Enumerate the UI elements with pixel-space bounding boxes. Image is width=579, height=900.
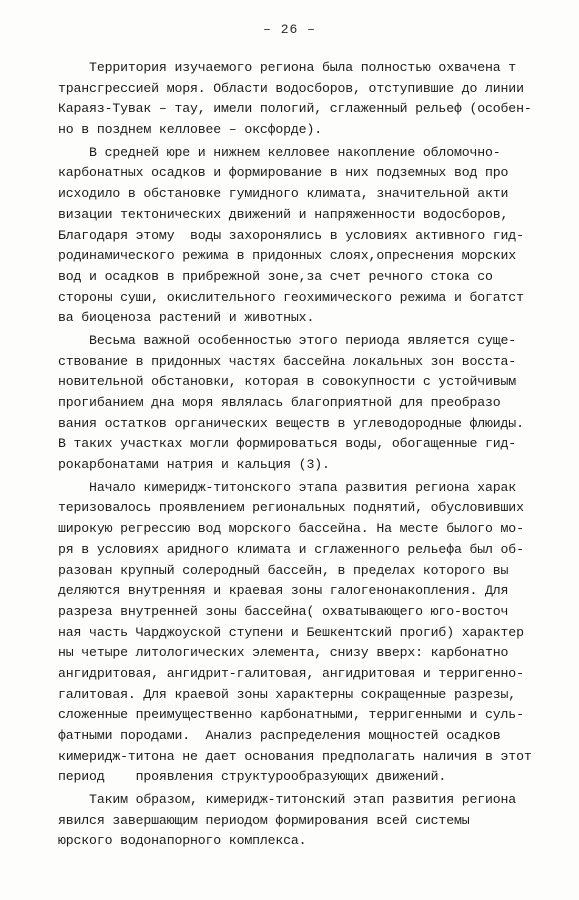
text-line: трансгрессией моря. Области водосборов, отступившие до линии: [58, 80, 524, 96]
text-line: В средней юре и нижнем келловее накопление обломочно-: [58, 144, 501, 160]
text-line: карбонатных осадков и формирование в них подземных вод про: [58, 165, 509, 181]
text-line: Начало кимеридж-титонского этапа развития региона харак: [58, 479, 517, 495]
text-line: но в позднем келловее – оксфорде).: [58, 122, 322, 138]
text-line: сложенные преимущественно карбонатными, терригенными и суль-: [58, 707, 524, 723]
text-line: рокарбонатами натрия и кальция (3).: [58, 457, 330, 473]
text-line: Караяз-Тувак – тау, имели пологий, сглаженный рельеф (особен-: [58, 101, 532, 117]
text-line: вания остатков органических веществ в углеводородные флюиды.: [58, 415, 524, 431]
text-line: родинамического режима в придонных слоях,опреснения морских: [58, 248, 517, 264]
text-line: вод и осадков в прибрежной зоне,за счет речного стока со: [58, 268, 493, 284]
text-line: исходило в обстановке гумидного климата, значительной акти: [58, 186, 509, 202]
text-line: юрского водонапорного комплекса.: [58, 833, 307, 849]
text-line: прогибанием дна моря являлась благоприятной для преобразо: [58, 395, 501, 410]
text-line: ря в условиях аридного климата и сглаженного рельефа был об-: [58, 541, 524, 557]
text-line: кимеридж-титона не дает основания предполагать наличия в этот: [58, 748, 532, 764]
paragraph: [58, 143, 558, 329]
text-line: деляются внутренняя и краевая зоны галогенонакопления. Для: [58, 583, 509, 599]
text-line: Таким образом, кимеридж-титонский этап развития региона: [58, 792, 517, 808]
text-line: ная часть Чарджоуской ступени и Бешкентский прогиб) характер: [58, 624, 524, 640]
text-line: Благодаря этому воды захоронялись в условиях активного гид-: [58, 227, 524, 243]
text-line: широкую регрессию вод морского бассейна. На месте былого мо-: [58, 521, 524, 537]
paragraph: [58, 478, 558, 788]
text-line: ны четыре литологических элемента, снизу вверх: карбонатно: [58, 645, 509, 661]
text-line: теризовалось проявлением региональных поднятий, обусловивших: [58, 500, 524, 516]
text-line: ангидритовая, ангидрит-галитовая, ангидритовая и терригенно-: [58, 665, 524, 681]
text-line: фатными породами. Анализ распределения мощностей осадков: [58, 728, 501, 743]
text-line: явился завершающим периодом формирования всей системы: [58, 812, 470, 828]
paragraph: [58, 790, 558, 852]
paragraph: [58, 331, 558, 476]
text-line: стороны суши, окислительного геохимического режима и богатст: [58, 289, 524, 305]
text-line: разован крупный солеродный бассейн, в пределах которого вы: [58, 562, 509, 578]
body-text: [58, 58, 558, 854]
text-line: Территория изучаемого региона была полностью охвачена т: [58, 60, 517, 75]
text-line: визации тектонических движений и напряженности водосборов,: [58, 206, 509, 222]
text-line: ствование в придонных частях бассейна локальных зон восста-: [58, 353, 517, 369]
text-line: новительной обстановки, которая в совокупности с устойчивым: [58, 374, 517, 390]
text-line: В таких участках могли формироваться воды, обогащенные гид-: [58, 436, 517, 452]
paragraph: [58, 58, 558, 141]
page-number: – 26 –: [263, 22, 316, 37]
text-line: период проявления структурообразующих движений.: [58, 769, 447, 785]
text-line: ва биоценоза растений и животных.: [58, 310, 315, 326]
text-line: галитовая. Для краевой зоны характерны сокращенные разрезы,: [58, 686, 517, 702]
text-line: разреза внутренней зоны бассейна( охватывающего юго-восточ: [58, 603, 509, 619]
text-line: Весьма важной особенностью этого периода является суще-: [58, 332, 517, 348]
